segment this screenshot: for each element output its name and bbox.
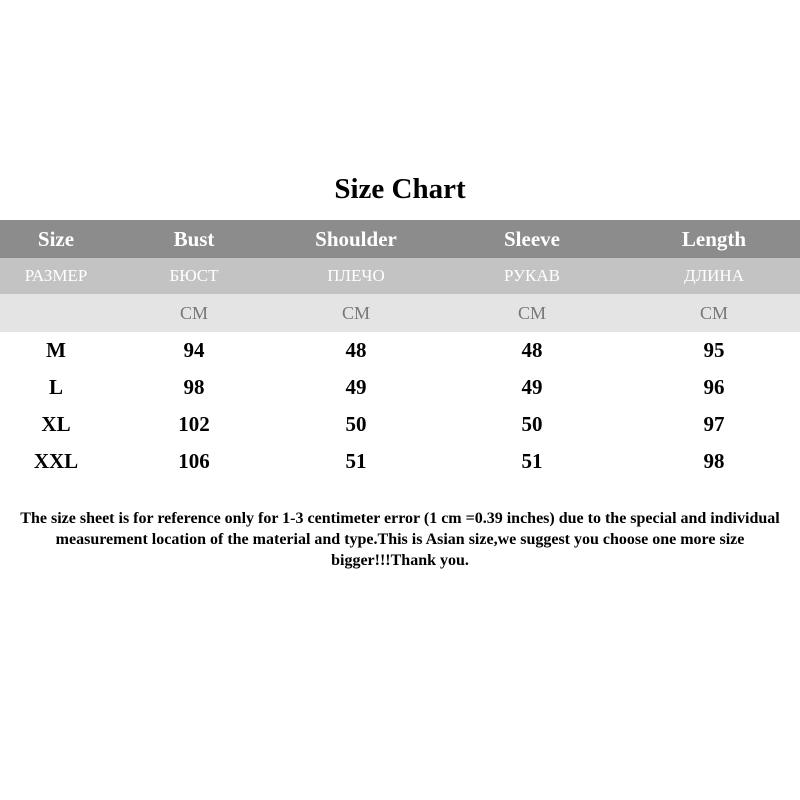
bust-value: 106 — [178, 449, 210, 473]
table-row — [0, 369, 800, 406]
size-label: XL — [41, 412, 71, 436]
length-value: 95 — [703, 338, 725, 362]
table-row — [0, 406, 800, 443]
shoulder-value: 48 — [345, 338, 367, 362]
header-sleeve: Sleeve — [504, 227, 560, 251]
table-row — [0, 443, 800, 480]
sleeve-value: 49 — [521, 375, 543, 399]
unit-bust: CM — [179, 303, 208, 323]
chart-title: Size Chart — [334, 173, 466, 205]
sleeve-value: 51 — [521, 449, 543, 473]
sleeve-value: 48 — [521, 338, 543, 362]
units-row — [0, 294, 800, 332]
unit-shoulder: CM — [341, 303, 370, 323]
header-size-ru: РАЗМЕР — [24, 266, 88, 285]
header-row-russian — [0, 258, 800, 294]
bust-value: 98 — [183, 375, 205, 399]
header-bust: Bust — [173, 227, 215, 251]
length-value: 96 — [703, 375, 725, 399]
header-row-english — [0, 220, 800, 258]
header-size: Size — [37, 227, 75, 251]
length-value: 98 — [703, 449, 725, 473]
size-label: XXL — [33, 449, 79, 473]
header-bust-ru: БЮСТ — [169, 266, 219, 285]
shoulder-value: 50 — [345, 412, 367, 436]
header-shoulder-ru: ПЛЕЧО — [327, 266, 385, 285]
bust-value: 94 — [183, 338, 205, 362]
unit-sleeve: CM — [517, 303, 546, 323]
bust-value: 102 — [178, 412, 210, 436]
size-label: L — [48, 375, 63, 399]
shoulder-value: 49 — [345, 375, 367, 399]
unit-size — [0, 294, 112, 332]
length-value: 97 — [703, 412, 725, 436]
size-disclaimer-note: The size sheet is for reference only for 1-3 centimeter error (1 cm =0.39 inches) due to the special and individual measurement location of the material and type.This is Asian size,we suggest you choose one more size bigger!!!Thank you. — [20, 510, 780, 569]
table-row — [0, 332, 800, 369]
header-shoulder: Shoulder — [315, 227, 397, 251]
header-length: Length — [681, 227, 747, 251]
unit-length: CM — [699, 303, 728, 323]
header-length-ru: ДЛИНА — [684, 266, 744, 285]
sleeve-value: 50 — [521, 412, 543, 436]
header-sleeve-ru: РУКАВ — [503, 266, 561, 285]
shoulder-value: 51 — [345, 449, 367, 473]
size-label: M — [46, 338, 66, 362]
size-table — [0, 220, 800, 480]
